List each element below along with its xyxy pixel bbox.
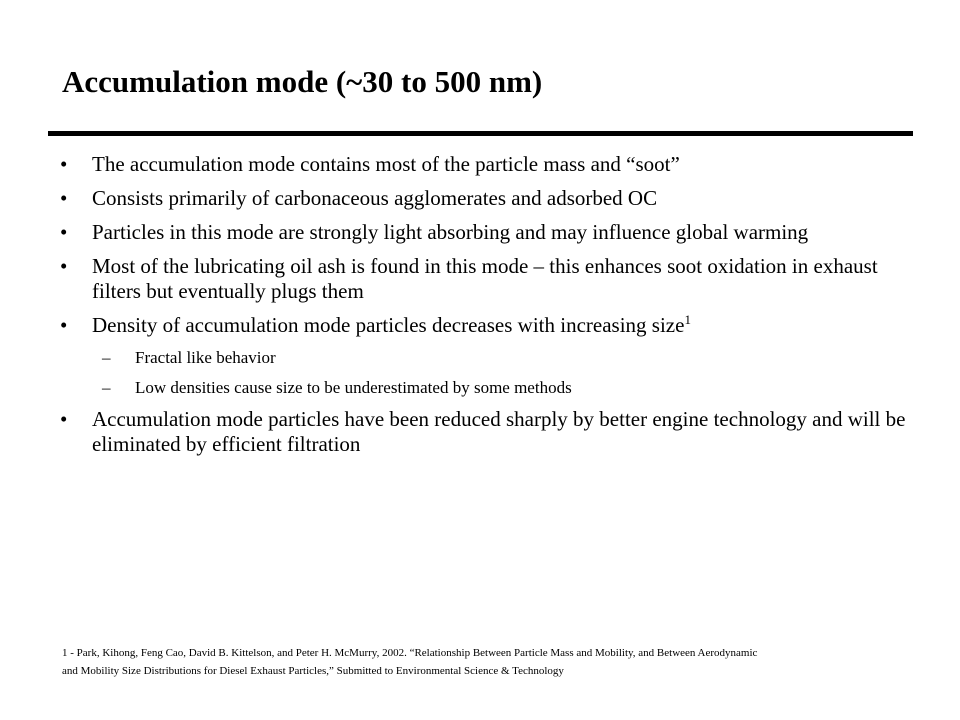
footnote-marker: 1 [684, 312, 691, 327]
bullet-item [60, 313, 920, 338]
slide-title: Accumulation mode (~30 to 500 nm) [62, 64, 543, 99]
bullet-list [60, 152, 920, 466]
bullet-icon: • [60, 313, 68, 337]
bullet-text: Consists primarily of carbonaceous agglomerates and adsorbed OC [92, 186, 658, 210]
dash-icon: – [102, 378, 111, 397]
bullet-text: Accumulation mode particles have been reduced sharply by better engine technology and will be eliminated by efficient filtration [92, 407, 906, 456]
bullet-icon: • [60, 152, 68, 176]
bullet-icon: • [60, 407, 68, 431]
bullet-text: The accumulation mode contains most of the particle mass and “soot” [92, 152, 680, 176]
title-divider [48, 131, 913, 136]
footnote-line: and Mobility Size Distributions for Diesel Exhaust Particles,” Submitted to Environmental Science & Technology [62, 665, 564, 677]
sub-bullet-item [60, 377, 920, 399]
sub-bullet-item [60, 347, 920, 369]
bullet-icon: • [60, 220, 68, 244]
bullet-item [60, 220, 920, 245]
bullet-item [60, 152, 920, 177]
bullet-item [60, 254, 920, 304]
bullet-item [60, 407, 920, 457]
bullet-text: Density of accumulation mode particles decreases with increasing size [92, 313, 685, 337]
sub-bullet-text: Fractal like behavior [135, 348, 276, 367]
sub-bullet-text: Low densities cause size to be underestimated by some methods [135, 378, 572, 397]
footnote [62, 644, 922, 680]
bullet-text: Most of the lubricating oil ash is found in this mode – this enhances soot oxidation in exhaust filters but eventually plugs them [92, 254, 878, 303]
bullet-icon: • [60, 186, 68, 210]
bullet-text: Particles in this mode are strongly light absorbing and may influence global warming [92, 220, 809, 244]
dash-icon: – [102, 348, 111, 367]
footnote-line: 1 - Park, Kihong, Feng Cao, David B. Kittelson, and Peter H. McMurry, 2002. “Relationship Between Particle Mass and Mobility, and Between Aerodynamic [62, 647, 758, 659]
bullet-icon: • [60, 254, 68, 278]
bullet-item [60, 186, 920, 211]
